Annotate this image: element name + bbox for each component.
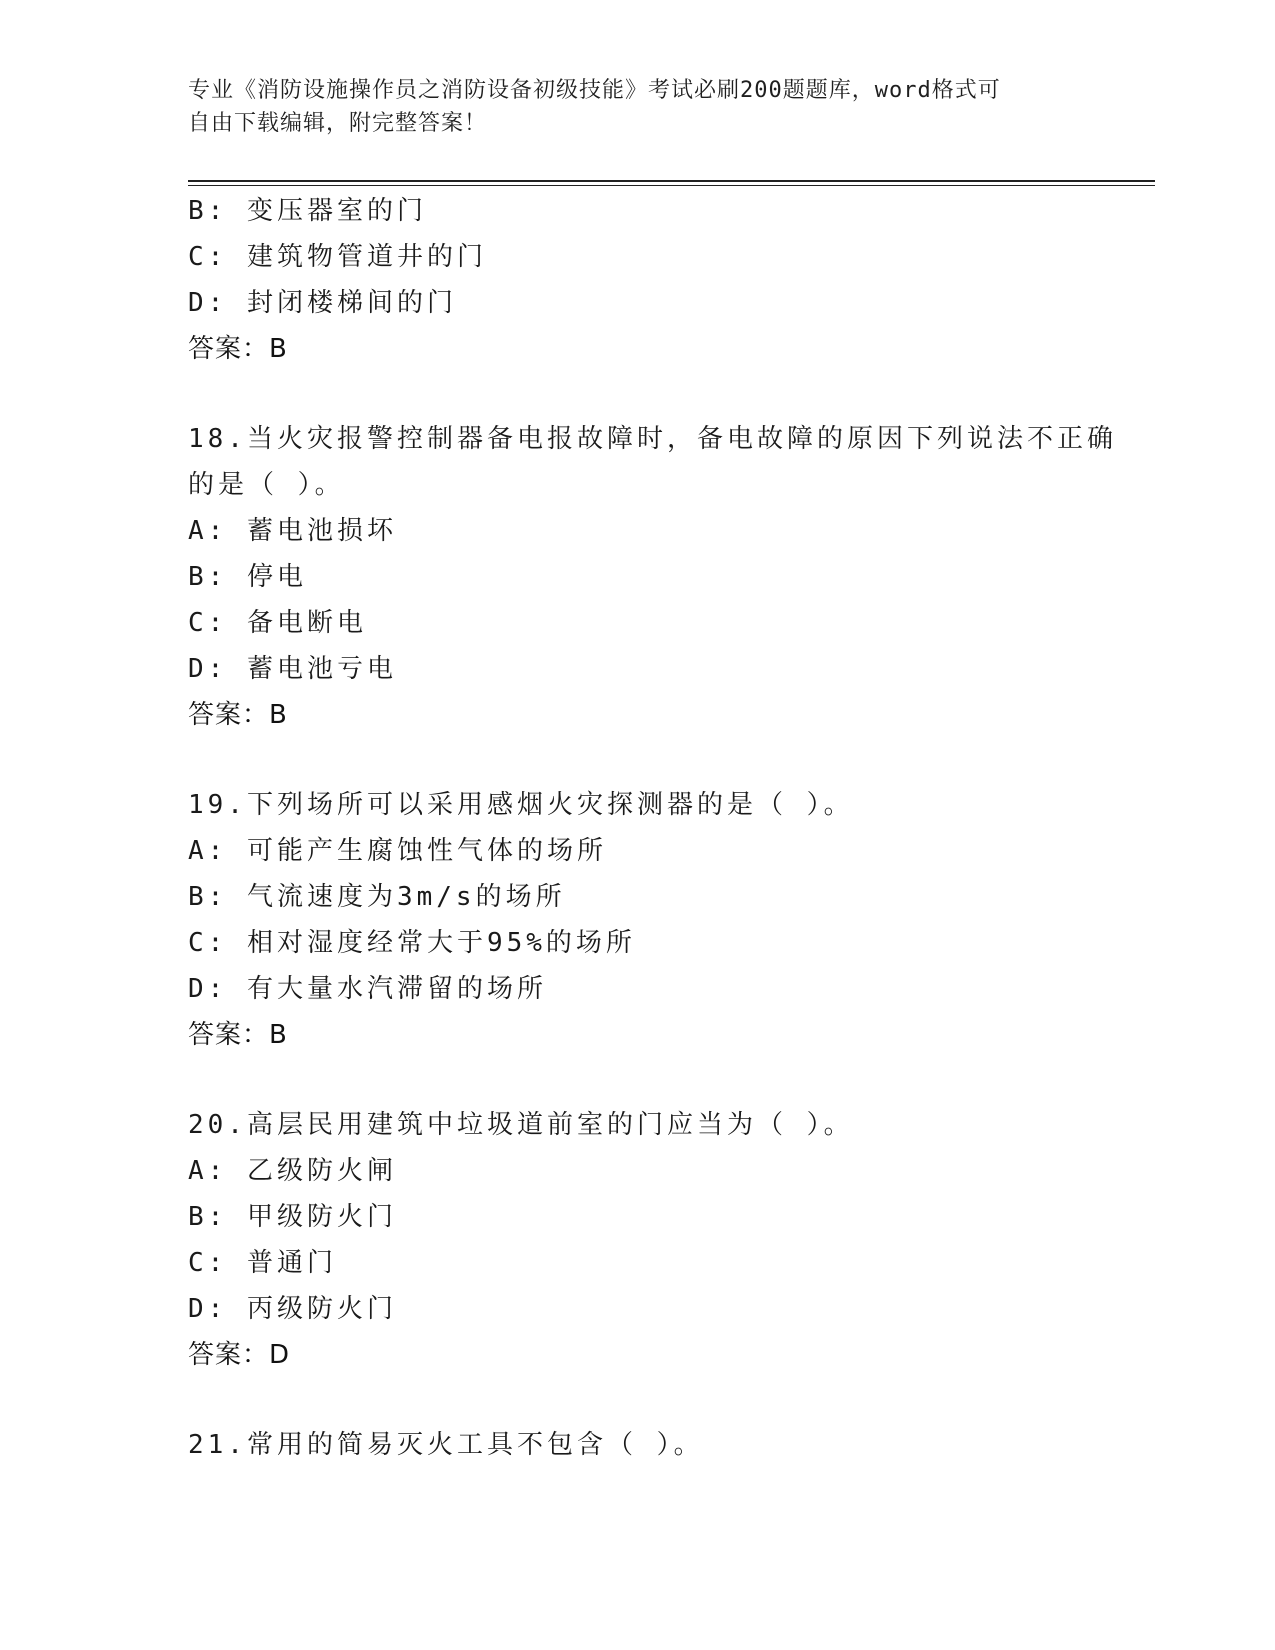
option-b: B: 气流速度为3m/s的场所 [188,882,566,912]
question-stem: 21.常用的简易灭火工具不包含（ ）。 [188,1430,704,1460]
question-21 [188,1422,1088,1468]
question-stem: 20.高层民用建筑中垃圾道前室的门应当为（ ）。 [188,1110,854,1140]
option-a: A: 蓄电池损坏 [188,516,397,546]
option-b: B: 停电 [188,562,307,592]
document-header [188,74,1088,140]
option-a: A: 乙级防火闸 [188,1156,397,1186]
option-d: D: 蓄电池亏电 [188,654,397,684]
question-19 [188,782,1088,1058]
question-content [188,188,1117,1468]
question-17-continued [188,188,1088,372]
option-d: D: 封闭楼梯间的门 [188,288,457,318]
header-title-line-2: 自由下载编辑，附完整答案！ [188,111,488,136]
question-stem: 18.当火灾报警控制器备电报故障时，备电故障的原因下列说法不正确 [188,424,1117,454]
option-c: C: 建筑物管道井的门 [188,242,487,272]
option-c: C: 普通门 [188,1248,337,1278]
header-title-line-1: 专业《消防设施操作员之消防设备初级技能》考试必刷200题题库，word格式可 [188,78,1001,103]
answer-line: 答案：B [188,700,288,730]
option-b: B: 变压器室的门 [188,196,427,226]
spacer [188,1378,1088,1422]
spacer [188,1058,1088,1102]
answer-line: 答案：B [188,334,288,364]
answer-line: 答案：B [188,1020,288,1050]
answer-line: 答案：D [188,1340,291,1370]
header-divider-thin [188,185,1155,186]
option-d: D: 有大量水汽滞留的场所 [188,974,547,1004]
option-b: B: 甲级防火门 [188,1202,397,1232]
question-20 [188,1102,1088,1378]
option-c: C: 备电断电 [188,608,367,638]
option-d: D: 丙级防火门 [188,1294,397,1324]
spacer [188,372,1088,416]
option-a: A: 可能产生腐蚀性气体的场所 [188,836,607,866]
option-c: C: 相对湿度经常大于95%的场所 [188,928,636,958]
question-stem-continued: 的是（ ）。 [188,470,345,500]
spacer [188,738,1088,782]
question-18 [188,416,1117,738]
question-stem: 19.下列场所可以采用感烟火灾探测器的是（ ）。 [188,790,854,820]
header-divider-thick [188,180,1155,182]
